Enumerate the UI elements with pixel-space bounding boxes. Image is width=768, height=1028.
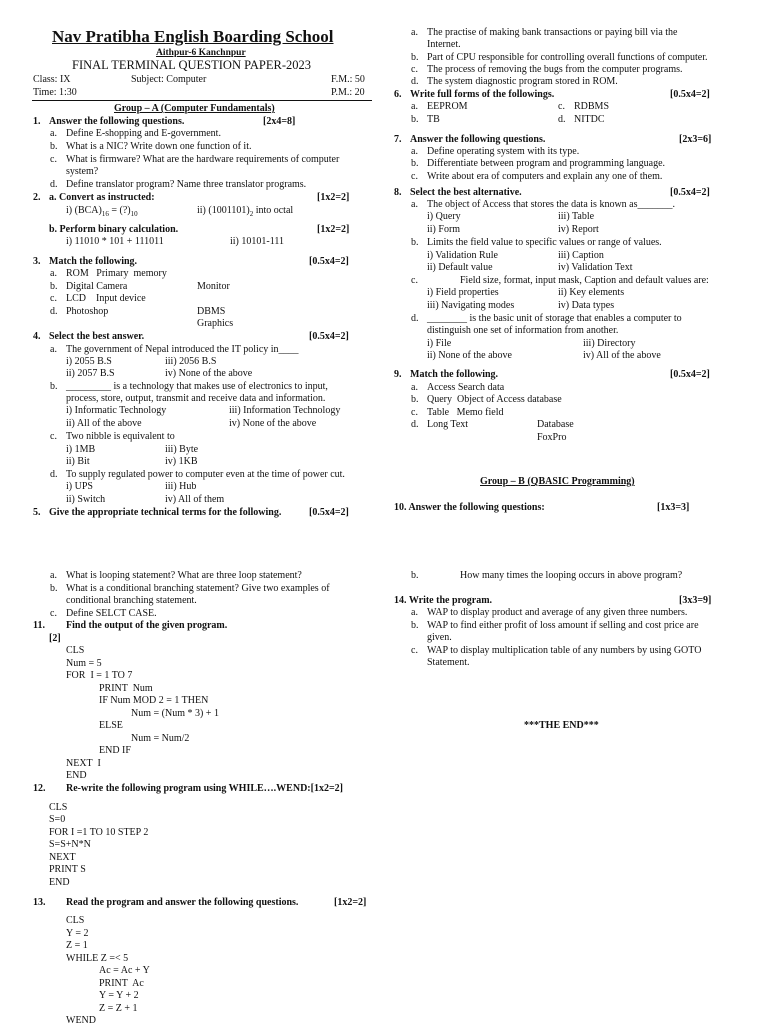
the-end: ***THE END*** bbox=[524, 720, 599, 731]
q3-title: Match the following. bbox=[49, 256, 138, 267]
q4-b-opt2: ii) All of the above bbox=[66, 418, 142, 429]
q4-a-opt1: i) 2055 B.S bbox=[66, 356, 112, 367]
full-marks: F.M.: 50 bbox=[331, 74, 365, 85]
q8-a-opt3: iii) Table bbox=[558, 211, 595, 222]
q8-c-opt4: iv) Data types bbox=[558, 300, 615, 311]
q14-b-cont: given. bbox=[427, 632, 452, 643]
q4-d-opt3: iii) Hub bbox=[165, 481, 197, 492]
q14-b: WAP to find either profit of loss amount if selling and cost price are bbox=[427, 620, 699, 631]
q8-d-opt4: iv) All of the above bbox=[583, 350, 661, 361]
q6-b: TB bbox=[427, 114, 440, 125]
q1-b: What is a NIC? Write down one function of it. bbox=[66, 141, 252, 152]
q5-c: The process of removing the bugs from the computer programs. bbox=[427, 64, 683, 75]
q7-a: Define operating system with its type. bbox=[427, 146, 580, 157]
q9-d-right: Database bbox=[537, 419, 574, 430]
q4-c-opt4: iv) 1KB bbox=[165, 456, 198, 467]
q12-code-1: CLS bbox=[49, 802, 68, 813]
q12-code-7: END bbox=[49, 877, 70, 888]
q13-code-3: Z = 1 bbox=[66, 940, 88, 951]
q10-b: What is a conditional branching statement? Give two examples of bbox=[66, 583, 330, 594]
q11-code-5: IF Num MOD 2 = 1 THEN bbox=[99, 695, 209, 706]
q10-title: 10. Answer the following questions: bbox=[394, 502, 545, 513]
q4-b-opt4: iv) None of the above bbox=[229, 418, 317, 429]
q4-a: The government of Nepal introduced the IT policy in____ bbox=[66, 344, 299, 355]
q9-a: Access Search data bbox=[427, 382, 505, 393]
group-b-heading: Group – B (QBASIC Programming) bbox=[480, 476, 635, 487]
q9-e-right: FoxPro bbox=[537, 432, 567, 443]
q8-b-opt1: i) Validation Rule bbox=[427, 250, 498, 261]
q11-code-9: END IF bbox=[99, 745, 131, 756]
q9-marks: [0.5x4=2] bbox=[670, 369, 710, 380]
q6-a: EEPROM bbox=[427, 101, 468, 112]
q12-code-5: NEXT bbox=[49, 852, 76, 863]
q4-c-opt3: iii) Byte bbox=[165, 444, 199, 455]
q4-title: Select the best answer. bbox=[49, 331, 145, 342]
q5-a: The practise of making bank transactions or paying bill via the bbox=[427, 27, 678, 38]
q8-title: Select the best alternative. bbox=[410, 187, 522, 198]
q9-b: Query Object of Access database bbox=[427, 394, 562, 405]
question-paper: Nav Pratibha English Boarding School Aithpur-6 Kanchnpur FINAL TERMINAL QUESTION PAPER-2023 Class: IX Subject: Computer F.M.: 50 Time: 1:30 P.M.: 20 Group – A (Computer Fundamentals) 1. Answer the following questions. [2x4=8] a. Define E-shopping and E-government. b. What is a NIC? Write down one function of it. c. What is firmware? What are the hardware requirements of computer system? d. Define translator program? Name three translator programs. 2. a. Convert as instructed: [1x2=2] i) $(BCA)_{16}$ = $(?)_{10}$ ii) $(1001101)_2$ into octal b. Perform binary calculation. [1x2=2] i) 11010 * 101 + 111011 ii) 10101-111 3. Match the following. [0.5x4=2] a. ROM Primary memory b. Digital Camera Monitor c. LCD Input device d. Photoshop DBMS Graphics 4. Select the best answer. [0.5x4=2] a. The government of Nepal introduced the IT policy in____ i) 2055 B.S iii) 2056 B.S ii) 2057 B.S iv) None of the above b. _________ is a technology that makes use of electronics to input, process, store, output, transmit and receive data and information. i) Informatic Technology iii) Information Technology ii) All of the above iv) None of the above c. Two nibble is equivalent to i) 1MB iii) Byte ii) Bit iv) 1KB d. To supply regulated power to computer even at the time of power cut. i) UPS iii) Hub ii) Switch iv) All of them 5. Give the appropriate technical terms for the following. [0.5x4=2] a. The practise of making bank transactions or paying bill via the Internet. b. Part of CPU responsible for controlling overall functions of computer. c. The process of removing the bugs from the computer programs. d. The system diagnostic program stored in ROM. 6. Write full forms of the followings. [0.5x4=2] a. EEPROM c. RDBMS b. TB d. NITDC 7. Answer the following questions. [2x3=6] a. Define operating system with its type. b. Differentiate between program and programming language. c. Write about era of computers and explain any one of them. 8. Select the best alternative. [0.5x4=2] a. The object of Access that stores the data is known as_______. i) Query iii) Table ii) Form iv) Report b. Limits the field value to specific values or range of values. i) Validation Rule iii) Caption ii) Default value iv) Validation Text c. Field size, format, input mask, Caption and default values are: i) Field properties ii) Key elements iii) Navigating modes iv) Data types d. ________ is the basic unit of storage that enables a computer to distinguish one set of information from another. i) File iii) Directory ii) None of the above iv) All of the above 9. Match the following. [0.5x4=2] a. Access Search data b. Query Object of Access database c. Table Memo field d. Long Text Database FoxPro Group – B (QBASIC Programming) 10. Answer the following questions: [1x3=3] a. What is looping statement? What are three loop statement? b. What is a conditional branching statement? Give two examples of conditional branching statement. c. Define SELCT CASE. 11. Find the output of the given program. [2] CLS Num = 5 FOR I = 1 TO 7 PRINT Num IF Num MOD 2 = 1 THEN Num = (Num * 3) + 1 ELSE Num = Num/2 END IF NEXT I END 12. Re-write the following program using WHILE….WEND:[1x2=2] CLS S=0 FOR I =1 TO 10 STEP 2 S=S+N*N NEXT PRINT S END 13. Read the program and answer the following questions. [1x2=2] CLS Y = 2 Z = 1 WHILE Z =< 5 Ac = Ac + Y PRINT Ac Y = Y + 2 Z = Z + 1 WEND b. How many times the looping occurs in above program? 14. Write the program. [3x3=9] a. WAP to display product and average of any given three numbers. b. WAP to find either profit of loss amount if selling and cost price are given. c. WAP to display multiplication table of any numbers by using GOTO Statement. ***THE END*** bbox=[33, 27, 712, 1026]
q3-marks: [0.5x4=2] bbox=[309, 256, 349, 267]
q3-d: Photoshop bbox=[66, 306, 109, 317]
q4-a-opt2: ii) 2057 B.S bbox=[66, 368, 115, 379]
q14-title: 14. Write the program. bbox=[394, 595, 493, 606]
q2-b-title: b. Perform binary calculation. bbox=[49, 224, 179, 235]
q4-b-opt1: i) Informatic Technology bbox=[66, 405, 167, 416]
q4-marks: [0.5x4=2] bbox=[309, 331, 349, 342]
q4-d: To supply regulated power to computer even at the time of power cut. bbox=[66, 469, 345, 480]
q1-c: What is firmware? What are the hardware requirements of computer bbox=[66, 154, 340, 165]
q8-d-opt3: iii) Directory bbox=[583, 338, 636, 349]
q12-code-4: S=S+N*N bbox=[49, 839, 91, 850]
q11-code-11: END bbox=[66, 770, 87, 781]
q5-b: Part of CPU responsible for controlling overall functions of computer. bbox=[427, 52, 708, 63]
q4-b: _________ is a technology that makes use of electronics to input, bbox=[66, 381, 328, 392]
q11-code-7: ELSE bbox=[99, 720, 123, 731]
q11-marks: [2] bbox=[49, 633, 61, 644]
q1-d: Define translator program? Name three translator programs. bbox=[66, 179, 307, 190]
q14-a: WAP to display product and average of any given three numbers. bbox=[427, 607, 688, 618]
q1-a: Define E-shopping and E-government. bbox=[66, 128, 221, 139]
q6-d: NITDC bbox=[574, 114, 605, 125]
q13-code-4: WHILE Z =< 5 bbox=[66, 953, 129, 964]
time-label: Time: 1:30 bbox=[33, 87, 77, 98]
q13-title: Read the program and answer the following questions. bbox=[66, 897, 299, 908]
q13-code-7: Y = Y + 2 bbox=[99, 990, 139, 1001]
q13-code-2: Y = 2 bbox=[66, 928, 89, 939]
q3-c: LCD Input device bbox=[66, 293, 146, 304]
q9-title: Match the following. bbox=[410, 369, 499, 380]
q12-title: Re-write the following program using WHILE….WEND:[1x2=2] bbox=[66, 783, 343, 794]
q2-b-i: i) 11010 * 101 + 111011 bbox=[66, 236, 164, 247]
q10-marks: [1x3=3] bbox=[657, 502, 690, 513]
q13-marks: [1x2=2] bbox=[334, 897, 367, 908]
q6-c: RDBMS bbox=[574, 101, 610, 112]
subject-label: Subject: Computer bbox=[131, 74, 207, 85]
q9-c: Table Memo field bbox=[427, 407, 504, 418]
q2-marks: [1x2=2] bbox=[317, 192, 350, 203]
q5-title: Give the appropriate technical terms for the following. bbox=[49, 507, 282, 518]
q11-code-8: Num = Num/2 bbox=[131, 733, 190, 744]
q7-b: Differentiate between program and programming language. bbox=[427, 158, 666, 169]
q3-b: Digital Camera bbox=[66, 281, 128, 292]
q8-b-opt3: iii) Caption bbox=[558, 250, 604, 261]
q8-b: Limits the field value to specific values or range of values. bbox=[427, 237, 662, 248]
q11-title: Find the output of the given program. bbox=[66, 620, 228, 631]
group-a-heading: Group – A (Computer Fundamentals) bbox=[114, 103, 275, 114]
q4-a-opt3: iii) 2056 B.S bbox=[165, 356, 217, 367]
q1-number: 1. bbox=[33, 116, 41, 127]
q8-d-cont: distinguish one set of information from another. bbox=[427, 325, 619, 336]
q4-d-opt4: iv) All of them bbox=[165, 494, 225, 505]
q4-c-opt2: ii) Bit bbox=[66, 456, 90, 467]
q2-number: 2. bbox=[33, 192, 41, 203]
q14-c-cont: Statement. bbox=[427, 657, 470, 668]
q7-marks: [2x3=6] bbox=[679, 134, 712, 145]
q8-a-opt1: i) Query bbox=[427, 211, 461, 222]
q13-code-5: Ac = Ac + Y bbox=[99, 965, 150, 976]
q4-d-opt2: ii) Switch bbox=[66, 494, 106, 505]
q7-title: Answer the following questions. bbox=[410, 134, 546, 145]
q8-marks: [0.5x4=2] bbox=[670, 187, 710, 198]
q2-title: a. Convert as instructed: bbox=[49, 192, 155, 203]
q5-d: The system diagnostic program stored in ROM. bbox=[427, 76, 618, 87]
q13-number: 13. bbox=[33, 897, 46, 908]
q5-a-cont: Internet. bbox=[427, 39, 461, 50]
q1-marks: [2x4=8] bbox=[263, 116, 296, 127]
q12-number: 12. bbox=[33, 783, 46, 794]
pass-marks: P.M.: 20 bbox=[331, 87, 365, 98]
q13-code-1: CLS bbox=[66, 915, 85, 926]
q14-marks: [3x3=9] bbox=[679, 595, 712, 606]
q10-b-cont: conditional branching statement. bbox=[66, 595, 197, 606]
q11-code-2: Num = 5 bbox=[66, 658, 102, 669]
q11-code-10: NEXT I bbox=[66, 758, 101, 769]
q11-code-4: PRINT Num bbox=[99, 683, 153, 694]
q1-c-cont: system? bbox=[66, 166, 99, 177]
q3-b-right: Monitor bbox=[197, 281, 230, 292]
q8-d-opt1: i) File bbox=[427, 338, 452, 349]
exam-title: FINAL TERMINAL QUESTION PAPER-2023 bbox=[72, 58, 312, 72]
q12-code-6: PRINT S bbox=[49, 864, 86, 875]
q8-a: The object of Access that stores the data is known as_______. bbox=[427, 199, 675, 210]
q10-a: What is looping statement? What are three loop statement? bbox=[66, 570, 302, 581]
q7-number: 7. bbox=[394, 134, 402, 145]
q9-d: Long Text bbox=[427, 419, 469, 430]
q2-a-ii: ii) $(1001101)_2$ into octal bbox=[197, 205, 294, 218]
q4-number: 4. bbox=[33, 331, 41, 342]
q8-number: 8. bbox=[394, 187, 402, 198]
header-divider bbox=[32, 100, 372, 101]
q8-d-opt2: ii) None of the above bbox=[427, 350, 512, 361]
q8-c-opt3: iii) Navigating modes bbox=[427, 300, 515, 311]
q5-marks: [0.5x4=2] bbox=[309, 507, 349, 518]
q13-code-6: PRINT Ac bbox=[99, 978, 144, 989]
q1-title: Answer the following questions. bbox=[49, 116, 185, 127]
q4-b-cont: process, store, output, transmit and receive data and information. bbox=[66, 393, 326, 404]
school-name: Nav Pratibha English Boarding School bbox=[52, 27, 334, 46]
q3-number: 3. bbox=[33, 256, 41, 267]
q11-number: 11. bbox=[33, 620, 45, 631]
q10-c: Define SELCT CASE. bbox=[66, 608, 157, 619]
q12-code-2: S=0 bbox=[49, 814, 66, 825]
q8-a-opt4: iv) Report bbox=[558, 224, 599, 235]
q6-marks: [0.5x4=2] bbox=[670, 89, 710, 100]
q4-a-opt4: iv) None of the above bbox=[165, 368, 253, 379]
q8-d: ________ is the basic unit of storage that enables a computer to bbox=[427, 313, 682, 324]
q11-code-1: CLS bbox=[66, 645, 85, 656]
q13-b: How many times the looping occurs in above program? bbox=[460, 570, 683, 581]
q2-b-ii: ii) 10101-111 bbox=[230, 236, 284, 247]
q3-e-right: Graphics bbox=[197, 318, 234, 329]
q8-c-opt2: ii) Key elements bbox=[558, 287, 625, 298]
q4-c-opt1: i) 1MB bbox=[66, 444, 96, 455]
q11-code-6: Num = (Num * 3) + 1 bbox=[131, 708, 219, 719]
q2-a-i: i) $(BCA)_{16}$ = $(?)_{10}$ bbox=[66, 205, 138, 218]
q3-a: ROM Primary memory bbox=[66, 268, 167, 279]
class-label: Class: IX bbox=[33, 74, 71, 85]
q12-code-3: FOR I =1 TO 10 STEP 2 bbox=[49, 827, 149, 838]
q2-b-marks: [1x2=2] bbox=[317, 224, 350, 235]
q11-code-3: FOR I = 1 TO 7 bbox=[66, 670, 133, 681]
q3-d-right: DBMS bbox=[197, 306, 226, 317]
q4-c: Two nibble is equivalent to bbox=[66, 431, 175, 442]
q8-c-opt1: i) Field properties bbox=[427, 287, 499, 298]
q8-a-opt2: ii) Form bbox=[427, 224, 461, 235]
q7-c: Write about era of computers and explain any one of them. bbox=[427, 171, 663, 182]
q6-title: Write full forms of the followings. bbox=[410, 89, 555, 100]
q14-c: WAP to display multiplication table of any numbers by using GOTO bbox=[427, 645, 702, 656]
q4-d-opt1: i) UPS bbox=[66, 481, 93, 492]
q9-number: 9. bbox=[394, 369, 402, 380]
q13-code-9: WEND bbox=[66, 1015, 96, 1026]
q13-code-8: Z = Z + 1 bbox=[99, 1003, 138, 1014]
q6-number: 6. bbox=[394, 89, 402, 100]
q5-number: 5. bbox=[33, 507, 41, 518]
q8-b-opt4: iv) Validation Text bbox=[558, 262, 633, 273]
school-address: Aithpur-6 Kanchnpur bbox=[156, 48, 246, 58]
q8-b-opt2: ii) Default value bbox=[427, 262, 493, 273]
q8-c: Field size, format, input mask, Caption and default values are: bbox=[460, 275, 709, 286]
q4-b-opt3: iii) Information Technology bbox=[229, 405, 341, 416]
